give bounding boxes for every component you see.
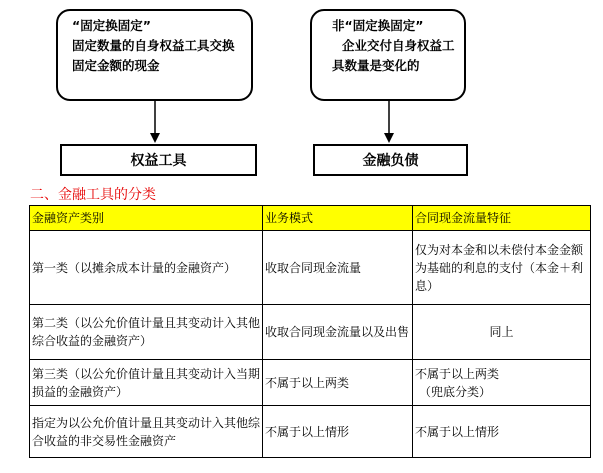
business-model-cell: 不属于以上两类 xyxy=(263,360,413,406)
business-model-cell: 收取合同现金流量 xyxy=(263,231,413,305)
financial-liability-box xyxy=(313,144,468,176)
cash-flow-feature-cell: 仅为对本金和以未偿付本金金额为基础的利息的支付（本金＋利息） xyxy=(413,231,591,305)
table-row xyxy=(30,231,591,305)
fallback-category-note: （兜底分类） xyxy=(419,384,492,399)
fixed-for-fixed-desc-1: 固定数量的自身权益工具交换 xyxy=(72,38,235,53)
classification-table xyxy=(29,205,591,458)
header-business-model: 业务模式 xyxy=(263,206,413,231)
table-row xyxy=(30,360,591,406)
header-cash-flow-feature: 合同现金流量特征 xyxy=(413,206,591,231)
cash-flow-feature-cell: 不属于以上情形 xyxy=(413,406,591,458)
arrow-down-right xyxy=(383,100,395,144)
category-cell: 指定为以公允价值计量且其变动计入其他综合收益的非交易性金融资产 xyxy=(30,406,263,458)
not-fixed-for-fixed-desc-1: 企业交付自身权益工 xyxy=(342,38,455,53)
business-model-cell: 收取合同现金流量以及出售 xyxy=(263,305,413,360)
financial-liability-label: 金融负债 xyxy=(362,153,419,169)
header-category: 金融资产类别 xyxy=(30,206,263,231)
not-fixed-for-fixed-box xyxy=(310,9,466,101)
not-fixed-for-fixed-title: 非“固定换固定” xyxy=(332,18,424,33)
table-row xyxy=(30,305,591,360)
table-header-row xyxy=(30,206,591,231)
table-row xyxy=(30,406,591,458)
category-cell: 第一类（以摊余成本计量的金融资产） xyxy=(30,231,263,305)
not-fixed-for-fixed-desc-2: 具数量是变化的 xyxy=(332,58,420,73)
equity-instrument-box xyxy=(60,144,257,176)
business-model-cell: 不属于以上情形 xyxy=(263,406,413,458)
fixed-for-fixed-title: “固定换固定” xyxy=(72,18,151,33)
arrow-down-left xyxy=(149,100,161,144)
category-cell: 第三类（以公允价值计量且其变动计入当期损益的金融资产） xyxy=(30,360,263,406)
cash-flow-feature-cell xyxy=(413,360,591,406)
cash-flow-feature-text: 不属于以上两类 xyxy=(415,366,500,381)
equity-instrument-label: 权益工具 xyxy=(130,153,187,169)
category-cell: 第二类（以公允价值计量且其变动计入其他综合收益的金融资产） xyxy=(30,305,263,360)
cash-flow-feature-cell: 同上 xyxy=(413,305,591,360)
section-title: 二、金融工具的分类 xyxy=(30,187,156,203)
fixed-for-fixed-box xyxy=(56,9,253,101)
fixed-for-fixed-desc-2: 固定金额的现金 xyxy=(72,58,160,73)
